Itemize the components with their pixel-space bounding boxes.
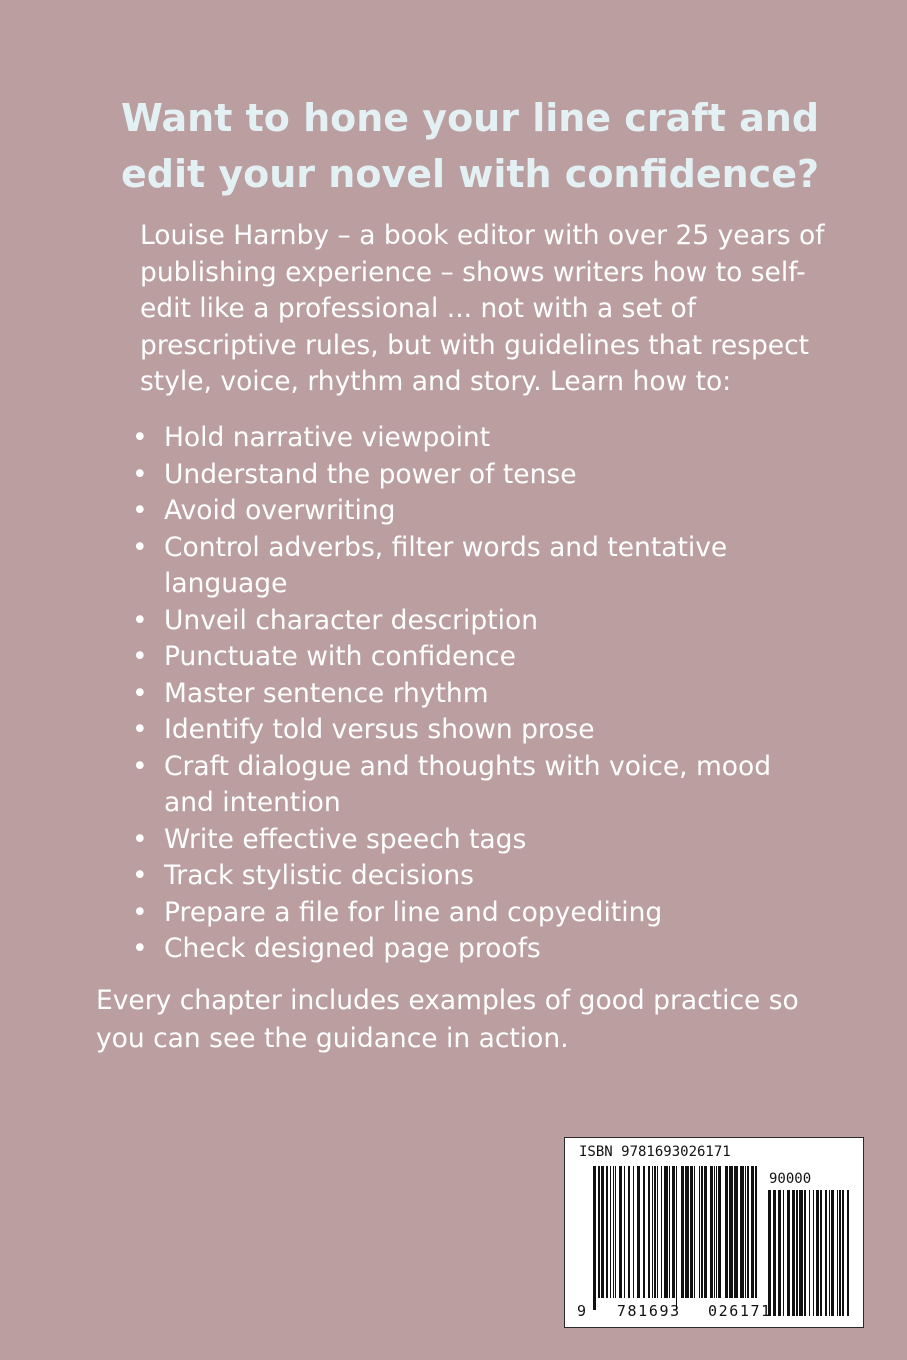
closing-line-1: Every chapter includes examples of good practice so	[96, 985, 799, 1016]
bullet-icon: •	[132, 604, 148, 636]
barcode-bar	[729, 1166, 733, 1298]
learn-list-item-text: Understand the power of tense	[164, 458, 577, 490]
learn-list-item-text: Craft dialogue and thoughts with voice, mood	[164, 750, 772, 782]
learn-list-item	[132, 931, 832, 968]
barcode-bar	[598, 1166, 600, 1298]
barcode-bar	[755, 1166, 757, 1298]
barcode-bar	[685, 1166, 689, 1298]
intro-line: Louise Harnby – a book editor with over 25 years of	[140, 220, 825, 251]
learn-list-item-text: language	[164, 568, 288, 599]
learn-list-item	[132, 457, 832, 494]
barcode-bar	[796, 1190, 798, 1316]
barcode-bar	[654, 1166, 656, 1298]
barcode-bar	[783, 1190, 784, 1316]
learn-list-item	[132, 858, 832, 895]
barcode-bar	[699, 1166, 700, 1298]
barcode-bar	[606, 1166, 608, 1298]
barcode-bar	[847, 1190, 849, 1316]
intro-line: prescriptive rules, but with guidelines that respect	[140, 329, 810, 361]
intro-line: style, voice, rhythm and story. Learn how to:	[140, 366, 732, 397]
learn-list-item-text: Hold narrative viewpoint	[164, 422, 491, 453]
barcode-bar	[778, 1190, 781, 1316]
barcode-bar	[704, 1166, 707, 1298]
learn-list-item-text: Unveil character description	[164, 604, 538, 636]
intro-paragraph	[140, 218, 830, 401]
barcode-bar	[792, 1190, 795, 1316]
barcode-bar	[619, 1166, 622, 1298]
bullet-icon: •	[132, 422, 148, 453]
barcode-bar	[710, 1166, 713, 1298]
barcode-bar	[820, 1190, 822, 1316]
barcode-bar	[725, 1166, 728, 1298]
barcode-bar	[809, 1190, 810, 1316]
barcode-bar	[637, 1166, 640, 1298]
learn-list-item	[132, 493, 832, 530]
bullet-icon: •	[132, 714, 148, 745]
bullet-icon: •	[132, 677, 148, 709]
barcode-bar	[745, 1166, 746, 1298]
barcode-bar	[648, 1166, 650, 1298]
back-cover-headline	[110, 90, 830, 202]
learn-list-item	[132, 530, 832, 603]
learn-list-item	[132, 749, 832, 822]
bullet-icon: •	[132, 458, 148, 490]
intro-line: edit like a professional ... not with a set of	[140, 293, 697, 324]
bullet-icon: •	[132, 495, 148, 526]
barcode-bar	[593, 1166, 596, 1310]
barcode-digits-right: 026171	[708, 1302, 772, 1320]
barcode-bar	[804, 1190, 806, 1316]
barcode-bar	[643, 1166, 645, 1298]
bullet-icon: •	[132, 641, 148, 672]
learn-list-item-text: and intention	[164, 787, 341, 818]
bullet-icon: •	[132, 896, 148, 928]
barcode-bar	[829, 1190, 830, 1316]
barcode-bar	[799, 1190, 803, 1316]
barcode-bar	[751, 1166, 754, 1298]
barcode-bar	[624, 1166, 625, 1298]
barcode-bar	[669, 1166, 670, 1298]
learn-list-item-text: Punctuate with confidence	[164, 641, 516, 672]
barcode-bar	[690, 1166, 693, 1298]
barcode-bar	[787, 1190, 790, 1316]
barcode-bar	[615, 1166, 616, 1298]
intro-line: publishing experience – shows writers how to self-	[140, 256, 806, 288]
barcode-bars-main	[593, 1166, 761, 1310]
learn-list-item	[132, 712, 832, 749]
barcode-bar	[672, 1166, 675, 1298]
learn-list-item-text: Control adverbs, filter words and tentative	[164, 531, 728, 563]
closing-paragraph	[96, 982, 856, 1058]
learn-list-item-text: Master sentence rhythm	[164, 677, 489, 709]
barcode-bar	[613, 1166, 614, 1298]
barcode-bars-addon	[768, 1190, 850, 1316]
barcode-bar	[681, 1166, 684, 1298]
price-code: 90000	[769, 1171, 812, 1187]
closing-line-2: you can see the guidance in action.	[96, 1023, 569, 1054]
learn-list-item-text: Track stylistic decisions	[164, 860, 474, 891]
barcode-bar	[816, 1190, 819, 1316]
learn-list-item-text: Write effective speech tags	[164, 823, 527, 855]
learn-list-item-text: Prepare a file for line and copyediting	[164, 896, 663, 928]
learn-list-item	[132, 639, 832, 676]
isbn-barcode	[564, 1137, 864, 1328]
bullet-icon: •	[132, 860, 148, 891]
barcode-bar	[652, 1166, 653, 1298]
barcode-bar	[714, 1166, 715, 1298]
barcode-bar	[718, 1166, 721, 1298]
barcode-bar	[734, 1166, 738, 1298]
learn-how-to-list	[132, 420, 832, 968]
barcode-bar	[633, 1166, 634, 1298]
learn-list-item	[132, 895, 832, 932]
barcode-bar	[661, 1166, 662, 1298]
bullet-icon: •	[132, 933, 148, 964]
barcode-digit-first: 9	[577, 1302, 588, 1320]
barcode-bar	[773, 1190, 776, 1316]
learn-list-item	[132, 603, 832, 640]
headline-line-2: edit your novel with confidence?	[120, 152, 820, 196]
isbn-label: ISBN 9781693026171	[579, 1144, 731, 1160]
barcode-bar	[676, 1166, 677, 1310]
bullet-icon: •	[132, 823, 148, 855]
learn-list-item	[132, 676, 832, 713]
barcode-bar	[768, 1190, 771, 1316]
barcode-bar	[813, 1190, 814, 1316]
learn-list-item-text: Avoid overwriting	[164, 495, 396, 526]
barcode-digits-left: 781693	[616, 1302, 681, 1320]
bullet-icon: •	[132, 750, 148, 782]
barcode-bar	[747, 1166, 749, 1298]
barcode-bar	[664, 1166, 668, 1298]
barcode-bar	[831, 1190, 834, 1316]
barcode-bar	[694, 1166, 695, 1298]
barcode-bar	[842, 1190, 844, 1316]
learn-list-item	[132, 420, 832, 457]
barcode-digits	[577, 1302, 772, 1320]
barcode-bar	[839, 1190, 841, 1316]
headline-line-1: Want to hone your line craft and	[120, 96, 820, 140]
barcode-bar	[628, 1166, 630, 1298]
barcode-bar	[610, 1166, 611, 1298]
barcode-bar	[701, 1166, 703, 1298]
barcode-bar	[825, 1190, 827, 1316]
learn-list-item-text: Check designed page proofs	[164, 933, 541, 964]
learn-list-item-text: Identify told versus shown prose	[164, 714, 595, 745]
learn-list-item	[132, 822, 832, 859]
barcode-bar	[837, 1190, 838, 1316]
bullet-icon: •	[132, 531, 148, 563]
barcode-bar	[740, 1166, 744, 1298]
barcode-bar	[601, 1166, 604, 1298]
barcode-bar	[657, 1166, 658, 1298]
barcode-bar	[716, 1166, 717, 1298]
